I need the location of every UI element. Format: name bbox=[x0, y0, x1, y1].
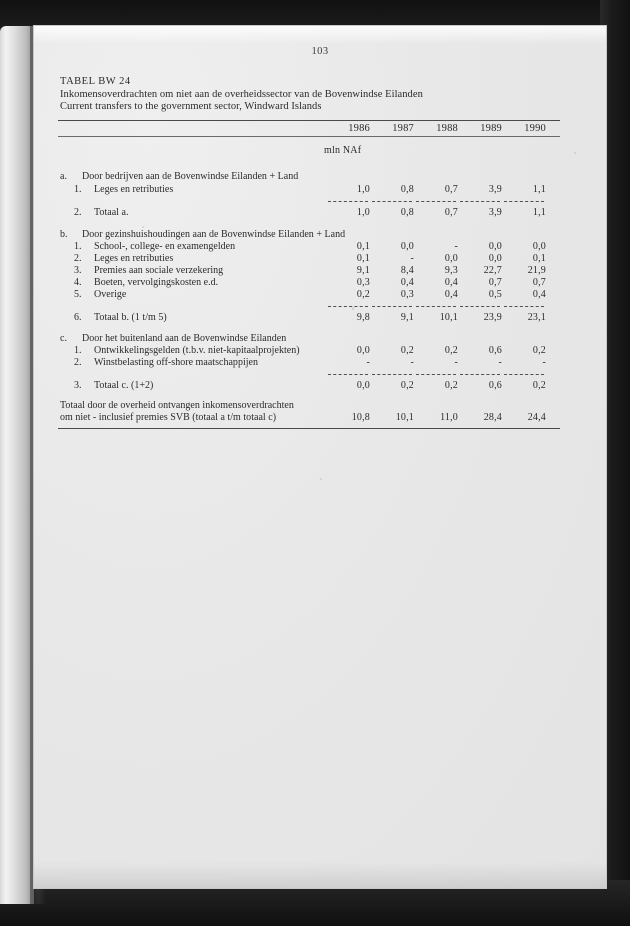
row-c-1-value-1990: 0,2 bbox=[532, 345, 546, 356]
row-a-1-value-1988: 0,7 bbox=[444, 184, 458, 195]
row-a-total-label: Totaal a. bbox=[94, 207, 129, 218]
row-a-1-value-1986: 1,0 bbox=[356, 184, 370, 195]
row-c-total-label: Totaal c. (1+2) bbox=[94, 380, 154, 391]
table-rule-bottom bbox=[58, 428, 560, 429]
row-b-2-value-1990: 0,1 bbox=[532, 253, 546, 264]
row-b-1-value-1987: 0,0 bbox=[400, 241, 414, 252]
row-b-2-value-1986: 0,1 bbox=[356, 253, 370, 264]
row-b-5-value-1988: 0,4 bbox=[444, 289, 458, 300]
row-c-total-value-1987: 0,2 bbox=[400, 380, 414, 391]
row-b-total-value-1987: 9,1 bbox=[400, 312, 414, 323]
row-c-1-value-1986: 0,0 bbox=[356, 345, 370, 356]
row-b-5-label: Overige bbox=[94, 289, 127, 300]
row-b-3-value-1987: 8,4 bbox=[400, 265, 414, 276]
grand-total-value-1986: 10,8 bbox=[351, 412, 370, 423]
row-b-4 bbox=[34, 277, 606, 289]
row-b-4-value-1988: 0,4 bbox=[444, 277, 458, 288]
row-b-5-number: 5. bbox=[74, 289, 82, 300]
row-b-1 bbox=[34, 241, 606, 253]
row-c-1-value-1989: 0,6 bbox=[488, 345, 502, 356]
column-header-1990: 1990 bbox=[524, 123, 546, 134]
row-b-1-label: School-, college- en examengelden bbox=[94, 241, 236, 252]
row-b-5-value-1990: 0,4 bbox=[532, 289, 546, 300]
row-b-total-label: Totaal b. (1 t/m 5) bbox=[94, 312, 167, 323]
row-b-3-label: Premies aan sociale verzekering bbox=[94, 265, 224, 276]
row-b-4-value-1990: 0,7 bbox=[532, 277, 546, 288]
separator-a-1990 bbox=[504, 201, 544, 202]
row-c-total-value-1990: 0,2 bbox=[532, 380, 546, 391]
section-b-heading-row bbox=[34, 229, 606, 241]
row-b-1-value-1989: 0,0 bbox=[488, 241, 502, 252]
document-page bbox=[34, 26, 606, 888]
separator-b-1988 bbox=[416, 306, 456, 307]
row-c-total bbox=[34, 380, 606, 392]
row-b-1-number: 1. bbox=[74, 241, 82, 252]
section-c-letter: c. bbox=[60, 333, 67, 344]
section-a-letter: a. bbox=[60, 171, 67, 182]
row-c-2 bbox=[34, 357, 606, 369]
row-b-total-value-1989: 23,9 bbox=[483, 312, 502, 323]
row-b-4-value-1987: 0,4 bbox=[400, 277, 414, 288]
separator-a-1988 bbox=[416, 201, 456, 202]
row-a-1 bbox=[34, 184, 606, 196]
table-rule-top bbox=[58, 120, 560, 121]
row-b-total bbox=[34, 312, 606, 324]
row-a-1-value-1987: 0,8 bbox=[400, 184, 414, 195]
row-c-2-value-1990: - bbox=[542, 357, 546, 368]
grand-total-value-1990: 24,4 bbox=[527, 412, 546, 423]
row-a-1-label: Leges en retributies bbox=[94, 184, 174, 195]
row-b-4-value-1986: 0,3 bbox=[356, 277, 370, 288]
grand-total-label-line1: Totaal door de overheid ontvangen inkomensoverdrachten bbox=[60, 400, 294, 411]
separator-c-1987 bbox=[372, 374, 412, 375]
row-a-total-value-1986: 1,0 bbox=[356, 207, 370, 218]
row-a-total-number: 2. bbox=[74, 207, 82, 218]
separator-c-1986 bbox=[328, 374, 368, 375]
row-a-total-value-1990: 1,1 bbox=[532, 207, 546, 218]
row-c-total-number: 3. bbox=[74, 380, 82, 391]
row-b-2-number: 2. bbox=[74, 253, 82, 264]
row-a-1-value-1990: 1,1 bbox=[532, 184, 546, 195]
row-b-4-number: 4. bbox=[74, 277, 82, 288]
row-b-1-value-1986: 0,1 bbox=[356, 241, 370, 252]
row-c-total-value-1986: 0,0 bbox=[356, 380, 370, 391]
row-a-1-number: 1. bbox=[74, 184, 82, 195]
table-id: TABEL BW 24 bbox=[60, 76, 131, 87]
separator-a-1989 bbox=[460, 201, 500, 202]
row-b-5-value-1986: 0,2 bbox=[356, 289, 370, 300]
grand-total-line1-row bbox=[34, 400, 606, 412]
separator-b-1989 bbox=[460, 306, 500, 307]
row-c-total-value-1988: 0,2 bbox=[444, 380, 458, 391]
row-c-1-value-1987: 0,2 bbox=[400, 345, 414, 356]
column-header-1988: 1988 bbox=[436, 123, 458, 134]
row-c-2-value-1987: - bbox=[410, 357, 414, 368]
row-b-5 bbox=[34, 289, 606, 301]
table-title-dutch: Inkomensoverdrachten om niet aan de overheidssector van de Bovenwindse Eilanden bbox=[60, 88, 423, 100]
row-a-total-value-1987: 0,8 bbox=[400, 207, 414, 218]
grand-total-row bbox=[34, 412, 606, 424]
row-b-1-value-1988: - bbox=[454, 241, 458, 252]
row-c-1-value-1988: 0,2 bbox=[444, 345, 458, 356]
section-c-heading: Door het buitenland aan de Bovenwindse Eilanden bbox=[82, 333, 287, 344]
grand-total-label-line2: om niet - inclusief premies SVB (totaal a t/m totaal c) bbox=[60, 412, 277, 423]
page-content bbox=[34, 26, 606, 888]
row-b-2 bbox=[34, 253, 606, 265]
grand-total-value-1988: 11,0 bbox=[440, 412, 458, 423]
row-b-2-value-1987: - bbox=[410, 253, 414, 264]
row-a-1-value-1989: 3,9 bbox=[488, 184, 502, 195]
row-c-2-value-1989: - bbox=[498, 357, 502, 368]
row-b-total-value-1990: 23,1 bbox=[527, 312, 546, 323]
book-spine bbox=[0, 26, 34, 904]
row-b-2-value-1988: 0,0 bbox=[444, 253, 458, 264]
separator-c-1990 bbox=[504, 374, 544, 375]
row-a-total bbox=[34, 207, 606, 219]
table-title-english: Current transfers to the government sector, Windward Islands bbox=[60, 101, 322, 113]
table-title-block bbox=[60, 76, 423, 114]
row-b-5-value-1989: 0,5 bbox=[488, 289, 502, 300]
row-b-3-value-1990: 21,9 bbox=[527, 265, 546, 276]
column-header-1989: 1989 bbox=[480, 123, 502, 134]
column-header-1986: 1986 bbox=[348, 123, 370, 134]
row-b-3-value-1989: 22,7 bbox=[483, 265, 502, 276]
table-rule-under-header bbox=[58, 136, 560, 137]
separator-b-1987 bbox=[372, 306, 412, 307]
row-b-1-value-1990: 0,0 bbox=[532, 241, 546, 252]
unit-label: mln NAf bbox=[324, 145, 362, 156]
row-c-total-value-1989: 0,6 bbox=[488, 380, 502, 391]
row-b-total-number: 6. bbox=[74, 312, 82, 323]
separator-b-1986 bbox=[328, 306, 368, 307]
page-number: 103 bbox=[311, 46, 329, 57]
grand-total-value-1989: 28,4 bbox=[483, 412, 502, 423]
row-c-1-label: Ontwikkelingsgelden (t.b.v. niet-kapitaalprojekten) bbox=[94, 345, 300, 356]
column-header-1987: 1987 bbox=[392, 123, 414, 134]
row-b-3-value-1986: 9,1 bbox=[356, 265, 370, 276]
row-c-2-number: 2. bbox=[74, 357, 82, 368]
separator-a-1987 bbox=[372, 201, 412, 202]
separator-c-1989 bbox=[460, 374, 500, 375]
section-a-heading: Door bedrijven aan de Bovenwindse Eilanden + Land bbox=[82, 171, 299, 182]
row-c-1-number: 1. bbox=[74, 345, 82, 356]
grand-total-value-1987: 10,1 bbox=[395, 412, 414, 423]
row-c-2-label: Winstbelasting off-shore maatschappijen bbox=[94, 357, 259, 368]
row-c-2-value-1986: - bbox=[366, 357, 370, 368]
row-b-3 bbox=[34, 265, 606, 277]
separator-b-1990 bbox=[504, 306, 544, 307]
row-b-4-label: Boeten, vervolgingskosten e.d. bbox=[94, 277, 219, 288]
section-b-letter: b. bbox=[60, 229, 68, 240]
row-b-3-number: 3. bbox=[74, 265, 82, 276]
row-b-total-value-1988: 10,1 bbox=[439, 312, 458, 323]
row-c-1 bbox=[34, 345, 606, 357]
row-b-3-value-1988: 9,3 bbox=[444, 265, 458, 276]
section-b-heading: Door gezinshuishoudingen aan de Bovenwindse Eilanden + Land bbox=[82, 229, 346, 240]
section-c-heading-row bbox=[34, 333, 606, 345]
row-b-2-value-1989: 0,0 bbox=[488, 253, 502, 264]
separator-c-1988 bbox=[416, 374, 456, 375]
separator-a-1986 bbox=[328, 201, 368, 202]
row-b-5-value-1987: 0,3 bbox=[400, 289, 414, 300]
row-c-2-value-1988: - bbox=[454, 357, 458, 368]
section-a-heading-row bbox=[34, 171, 606, 183]
row-a-total-value-1989: 3,9 bbox=[488, 207, 502, 218]
row-b-total-value-1986: 9,8 bbox=[356, 312, 370, 323]
row-a-total-value-1988: 0,7 bbox=[444, 207, 458, 218]
row-b-4-value-1989: 0,7 bbox=[488, 277, 502, 288]
row-b-2-label: Leges en retributies bbox=[94, 253, 174, 264]
